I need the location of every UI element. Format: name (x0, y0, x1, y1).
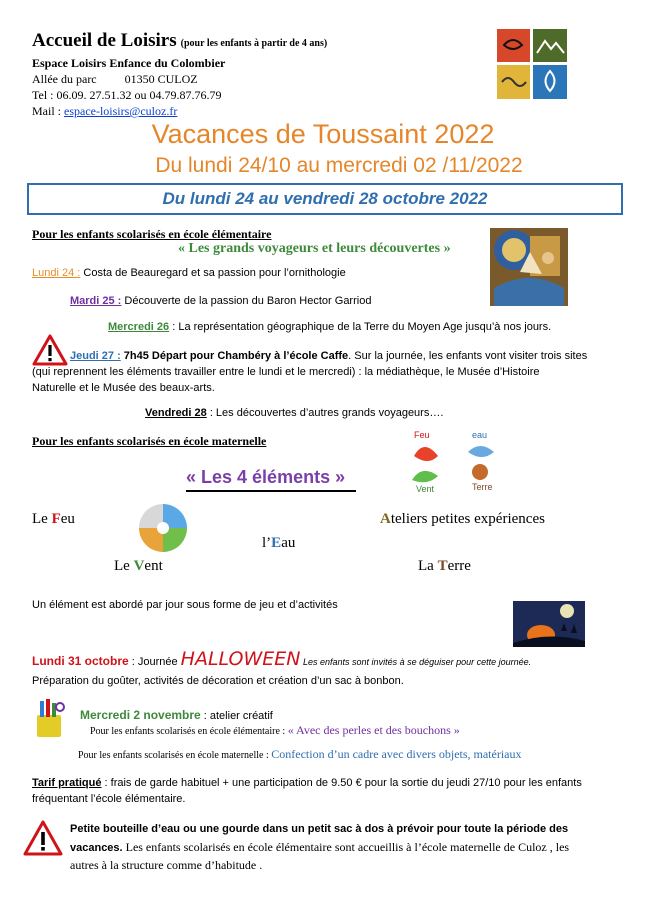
page-title (0, 118, 650, 150)
org-address (32, 71, 327, 87)
tarif-line2: fréquentant l’école élémentaire. (32, 793, 186, 805)
title-main: Vacances de Toussaint 2022 (151, 119, 495, 149)
note-text2: Les enfants scolarisés en école élémentaire sont accueillis à l’école maternelle de Culoz , les (122, 840, 570, 854)
badge-eau: eau (472, 430, 488, 440)
tarif-label: Tarif pratiqué (32, 777, 102, 789)
element-note: Un élément est abordé par jour sous forme de jeu et d’activités (32, 599, 338, 611)
mercredi2-mat (78, 747, 522, 762)
mercredi2-elem-text: « Avec des perles et des bouchons » (287, 723, 460, 737)
elementary-theme: « Les grands voyageurs et leurs découvertes » (178, 241, 451, 256)
note-bold: Petite bouteille d’eau ou une gourde dans un petit sac à dos à prévoir pour toute la période des (70, 823, 569, 835)
day-lundi24 (32, 267, 346, 279)
mercredi2-day: Mercredi 2 novembre (80, 708, 201, 722)
day-label: Mardi 25 : (70, 295, 122, 307)
day-label: Lundi 24 : (32, 267, 81, 279)
day-text: . Sur la journée, les enfants vont visiter trois sites (348, 350, 588, 362)
ateliers-rest: teliers petites expériences (390, 511, 545, 527)
element-pre: La (418, 558, 438, 574)
day-label: Vendredi 28 (145, 407, 207, 419)
day-vendredi28 (145, 407, 443, 419)
ateliers-label (380, 511, 545, 528)
halloween-post: Les enfants sont invités à se déguiser pour cette journée. (300, 657, 532, 667)
mercredi2-line (80, 706, 273, 724)
mail-link[interactable]: espace-loisirs@culoz.fr (64, 104, 178, 118)
note-bold2: vacances. (70, 842, 123, 854)
element-pre: l’ (262, 535, 272, 551)
maternelle-heading: Pour les enfants scolarisés en école maternelle (32, 434, 267, 448)
mercredi2-text: : atelier créatif (200, 710, 273, 722)
tarif-text: : frais de garde habituel + une participation de 9.50 € pour la sortie du jeudi 27/10 pour les enfants (101, 777, 582, 789)
day-text: : La représentation géographique de la Terre du Moyen Age jusqu’à nos jours. (169, 321, 552, 333)
day-label: Jeudi 27 : (70, 350, 121, 362)
day-text: Découverte de la passion du Baron Hector Garriod (121, 295, 372, 307)
mercredi2-mat-text: Confection d’un cadre avec divers objets, matériaux (271, 747, 522, 761)
day-text: Costa de Beauregard et sa passion pour l’ornithologie (80, 267, 346, 279)
org-header (32, 30, 327, 119)
org-name: Espace Loisirs Enfance du Colombier (32, 56, 226, 70)
element-pre: Le (32, 511, 52, 527)
day-text-line2: (qui reprennent les éléments travailler entre le lundi et le mercredi) : la médiathèque, le Musée d’Histoire (32, 366, 540, 378)
note-block (70, 821, 569, 874)
mercredi2-elem-pre: Pour les enfants scolarisés en école élémentaire : (90, 726, 288, 737)
elementary-heading: Pour les enfants scolarisés en école élémentaire (32, 227, 272, 241)
element-vent (114, 558, 163, 575)
element-rest: erre (447, 558, 471, 574)
address-city: 01350 CULOZ (124, 72, 198, 86)
element-eau (262, 535, 295, 552)
element-rest: au (281, 535, 296, 551)
title-dates: Du lundi 24/10 au mercredi 02 /11/2022 (155, 154, 523, 177)
day-bold: 7h45 Départ pour Chambéry à l’école Caffe (120, 350, 349, 362)
day-mercredi26 (108, 321, 551, 333)
badge-vent: Vent (416, 484, 435, 494)
element-terre (418, 558, 471, 575)
element-cap: E (271, 535, 282, 551)
day-mardi25 (70, 295, 371, 307)
mercredi2-elem (90, 723, 460, 738)
halloween-word: HALLOWEEN (180, 648, 301, 670)
mail-label: Mail : (32, 104, 64, 118)
org-mail (32, 103, 327, 119)
ateliers-cap: A (380, 511, 391, 527)
element-rest: ent (144, 558, 163, 574)
badge-feu: Feu (414, 430, 430, 440)
week-banner-text: Du lundi 24 au vendredi 28 octobre 2022 (162, 189, 488, 208)
day-label: Mercredi 26 (108, 321, 170, 333)
org-logo (497, 29, 567, 99)
day-text: : Les découvertes d’autres grands voyageurs…. (206, 407, 444, 419)
day-text-line3: Naturelle et le Musée des beaux-arts. (32, 382, 215, 394)
note-line3: autres à la structure comme d’habitude . (70, 858, 263, 872)
week-banner (27, 183, 623, 215)
element-cap: V (133, 558, 145, 574)
tarif-block (32, 775, 582, 807)
voyagers-illustration (490, 228, 568, 306)
org-subtitle: (pour les enfants à partir de 4 ans) (180, 38, 328, 49)
org-tel: Tel : 06.09. 27.51.32 ou 04.79.87.76.79 (32, 88, 222, 102)
pencil-cup-icon (30, 697, 70, 739)
element-cap: F (51, 511, 61, 527)
maternelle-theme-text: « Les 4 éléments » (186, 467, 346, 487)
halloween-illustration (513, 601, 585, 647)
element-cap: T (437, 558, 448, 574)
halloween-day: Lundi 31 octobre (32, 654, 129, 668)
theme-underline (186, 490, 356, 492)
mercredi2-mat-pre: Pour les enfants scolarisés en école maternelle : (78, 750, 272, 761)
elements-symbol (138, 503, 188, 553)
halloween-line2: Préparation du goûter, activités de décoration et création d’un sac à bonbon. (32, 675, 404, 687)
element-pre: Le (114, 558, 134, 574)
warning-icon (23, 820, 63, 856)
halloween-pre: : Journée (128, 656, 181, 668)
halloween-line (32, 648, 531, 670)
address-street: Allée du parc (32, 72, 97, 86)
element-rest: eu (60, 511, 75, 527)
badge-terre: Terre (472, 482, 493, 492)
org-title: Accueil de Loisirs (32, 30, 177, 51)
day-jeudi27 (32, 348, 587, 396)
maternelle-theme (186, 467, 345, 488)
element-feu (32, 511, 75, 528)
elements-cartoon (402, 430, 510, 494)
